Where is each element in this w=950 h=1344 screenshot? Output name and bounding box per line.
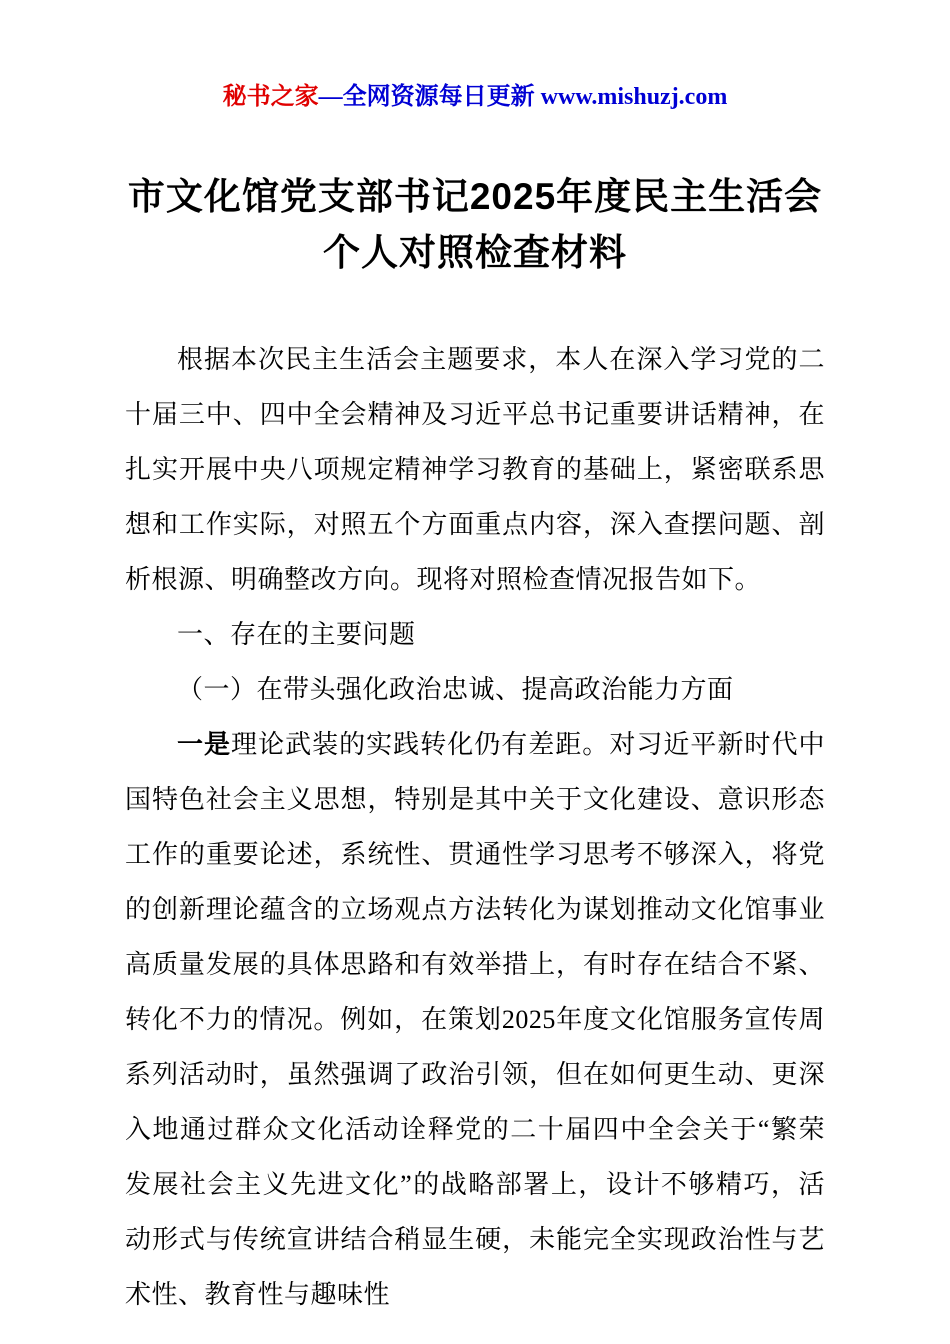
section-heading-1: 一、存在的主要问题	[177, 620, 416, 650]
site-banner	[125, 82, 825, 113]
section-heading-1-1: （一）在带头强化政治忠诚、提高政治能力方面	[177, 675, 734, 705]
paragraph-point-1-lead: 一是	[177, 730, 232, 760]
site-url: www.mishuzj.com	[540, 84, 728, 110]
site-tagline: —全网资源每日更新	[318, 84, 541, 110]
paragraph-point-1	[125, 717, 825, 1322]
document-body	[125, 332, 825, 1322]
document-title-line1: 市文化馆党支部书记2025年度民主生活会	[127, 176, 823, 218]
paragraph-point-1-text: 理论武装的实践转化仍有差距。对习近平新时代中国特色社会主义思想，特别是其中关于文化建设、意识形态工作的重要论述，系统性、贯通性学习思考不够深入，将党的创新理论蕴含的立场观点方法转化为谋划推动文化馆事业高质量发展的具体思路和有效举措上，有时存在结合不紧、转化不力的情况。例如，在策划2025年度文化馆服务宣传周系列活动时，虽然强调了政治引领，但在如何更生动、更深入地通过群众文化活动诠释党的二十届四中全会关于“繁荣发展社会主义先进文化”的战略部署上，设计不够精巧，活动形式与传统宣讲结合稍显生硬，未能完全实现政治性与艺术性、教育性与趣味性	[125, 730, 825, 1310]
document-title-line2: 个人对照检查材料	[323, 231, 627, 273]
paragraph-intro: 根据本次民主生活会主题要求，本人在深入学习党的二十届三中、四中全会精神及习近平总书记重要讲话精神，在扎实开展中央八项规定精神学习教育的基础上，紧密联系思想和工作实际，对照五个方面重点内容，深入查摆问题、剖析根源、明确整改方向。现将对照检查情况报告如下。	[125, 345, 825, 595]
document-title	[125, 169, 825, 280]
site-name: 秘书之家	[222, 84, 319, 110]
